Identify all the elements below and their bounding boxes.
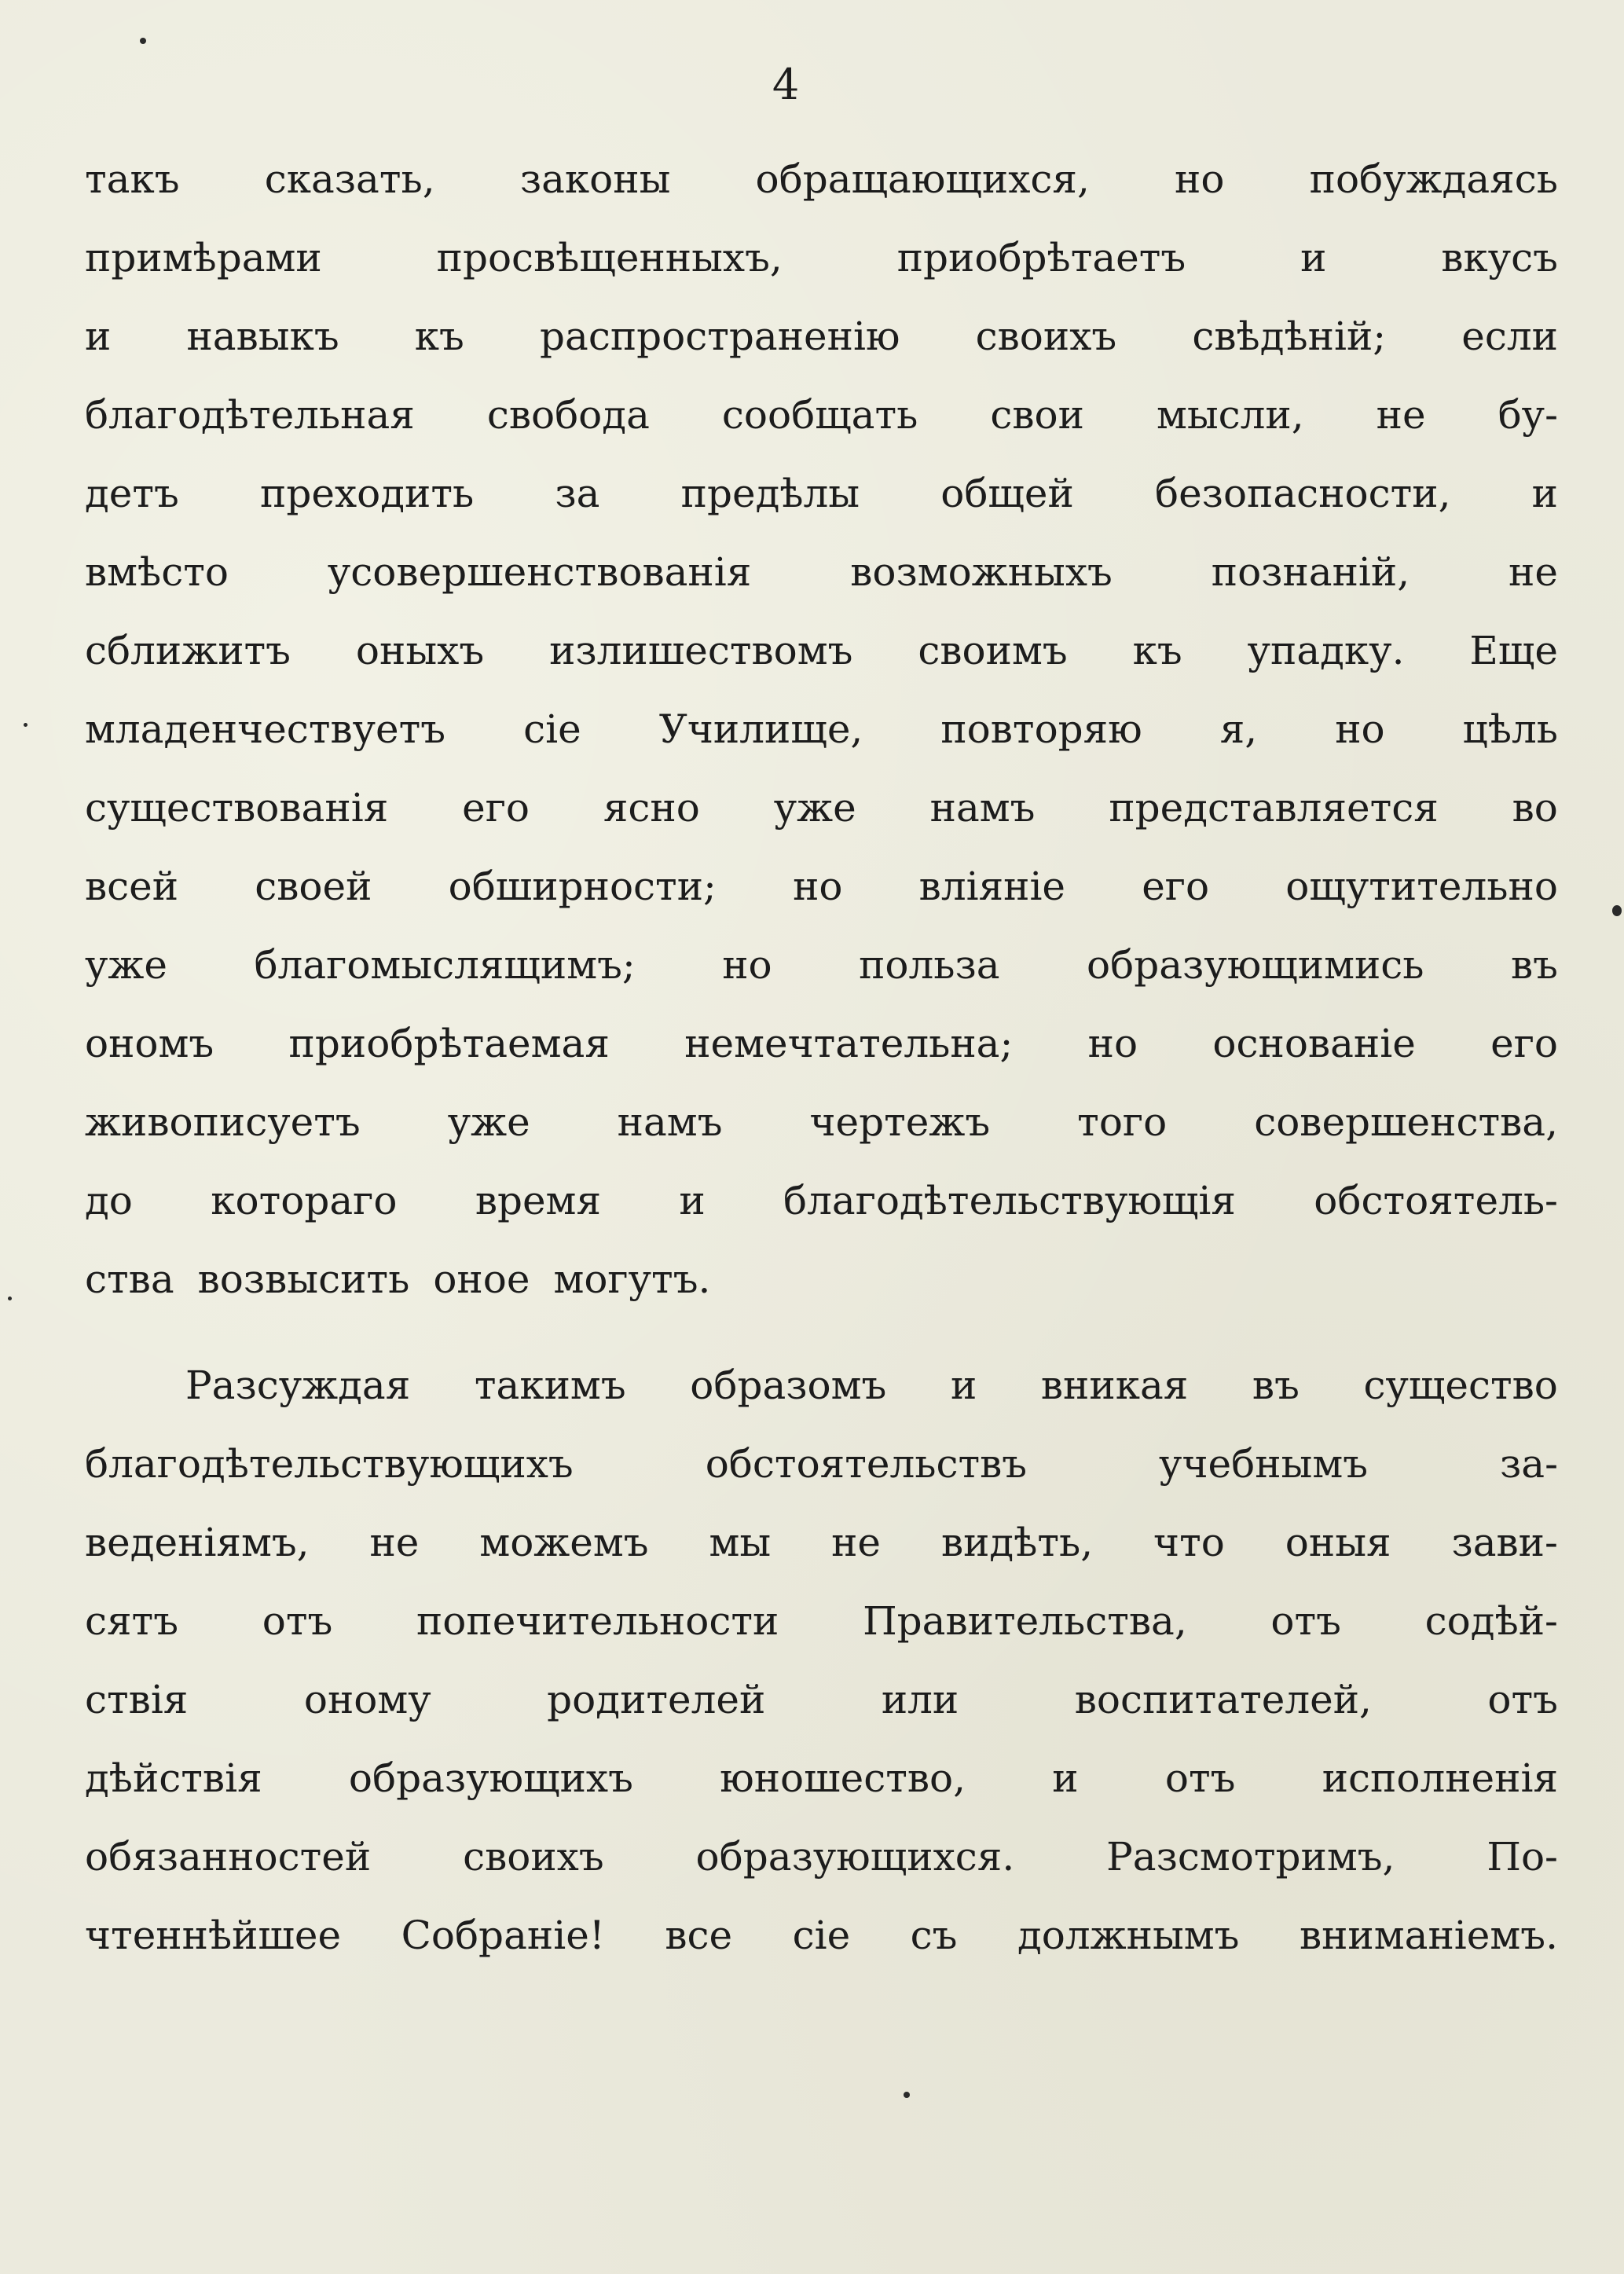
word: вліяніе — [918, 864, 1066, 909]
word: детъ — [85, 471, 179, 516]
word: образующихъ — [348, 1755, 633, 1801]
word: свои — [990, 392, 1084, 438]
word: образомъ — [690, 1363, 887, 1408]
ink-speck — [8, 1297, 12, 1300]
word: своихъ — [463, 1834, 604, 1880]
word: приобрѣтаетъ — [896, 235, 1186, 281]
word: чтеннѣйшее — [85, 1913, 342, 1958]
word: должнымъ — [1017, 1913, 1240, 1958]
word: сказать, — [264, 156, 435, 202]
word: во — [1512, 785, 1558, 831]
paragraph-1 — [85, 140, 1558, 1319]
word: вниманіемъ. — [1299, 1913, 1558, 1958]
word: и — [1300, 235, 1327, 281]
word: исполненія — [1322, 1755, 1558, 1801]
word: основаніе — [1212, 1021, 1416, 1066]
word: не — [369, 1520, 420, 1565]
word: приобрѣтаемая — [288, 1021, 610, 1066]
word: все — [665, 1913, 733, 1958]
word: обязанностей — [85, 1834, 372, 1880]
text-line — [85, 1896, 1558, 1975]
word: навыкъ — [186, 314, 339, 359]
text-line — [85, 611, 1558, 690]
word: общей — [940, 471, 1074, 516]
word: я, — [1219, 706, 1258, 752]
text-line — [85, 1083, 1558, 1161]
word: его — [1142, 864, 1210, 909]
word: ства — [85, 1256, 174, 1302]
word: и — [1052, 1755, 1079, 1801]
word: По- — [1487, 1834, 1558, 1880]
word: за- — [1500, 1441, 1558, 1487]
word: безопасности, — [1154, 471, 1451, 516]
word: младенчествуетъ — [85, 706, 446, 752]
word: мысли, — [1156, 392, 1304, 438]
word: законы — [519, 156, 671, 202]
word: того — [1077, 1099, 1168, 1145]
word: уже — [85, 942, 168, 988]
word: Правительства, — [863, 1598, 1187, 1644]
word: оное — [433, 1256, 530, 1302]
word: существованія — [85, 785, 389, 831]
word: обширности; — [448, 864, 717, 909]
word: живописуетъ — [85, 1099, 361, 1145]
word: благомыслящимъ; — [254, 942, 636, 988]
word: благодѣтельствующія — [783, 1178, 1236, 1223]
text-line — [85, 1582, 1558, 1660]
word: Разсмотримъ, — [1106, 1834, 1395, 1880]
word: но — [1175, 156, 1225, 202]
word: такъ — [85, 156, 180, 202]
word: котораго — [211, 1178, 398, 1223]
word: его — [1490, 1021, 1558, 1066]
word: оному — [303, 1677, 431, 1722]
word: веденіямъ, — [85, 1520, 310, 1565]
word: ясно — [603, 785, 700, 831]
word: Собраніе! — [401, 1913, 605, 1958]
word: ствія — [85, 1677, 189, 1722]
word: не — [1509, 549, 1558, 595]
word: можемъ — [479, 1520, 649, 1565]
word: оныя — [1285, 1520, 1391, 1565]
word: вникая — [1040, 1363, 1189, 1408]
text-line — [85, 454, 1558, 533]
word: излишествомъ — [549, 628, 853, 673]
word: упадку. — [1247, 628, 1405, 673]
ink-speck — [1612, 905, 1622, 916]
text-line — [85, 1739, 1558, 1817]
text-line — [85, 1425, 1558, 1503]
word: свобода — [486, 392, 650, 438]
ink-speck — [140, 38, 146, 44]
word: вкусъ — [1441, 235, 1558, 281]
text-line — [85, 1346, 1558, 1425]
word: обращающихся, — [755, 156, 1090, 202]
word: повторяю — [940, 706, 1142, 752]
word: благодѣтельная — [85, 392, 415, 438]
word: сіе — [523, 706, 581, 752]
ink-speck — [24, 723, 27, 727]
word: и — [85, 314, 112, 359]
word: и — [679, 1178, 706, 1223]
word: свѣдѣній; — [1192, 314, 1387, 359]
word: отъ — [1164, 1755, 1236, 1801]
word: образующимись — [1087, 942, 1424, 988]
word: уже — [773, 785, 856, 831]
word: чертежъ — [809, 1099, 991, 1145]
word: усовершенствованія — [327, 549, 752, 595]
word: зави- — [1451, 1520, 1558, 1565]
word: сближитъ — [85, 628, 291, 673]
word: намъ — [617, 1099, 723, 1145]
word: своимъ — [918, 628, 1068, 673]
word: сообщать — [721, 392, 918, 438]
word: въ — [1252, 1363, 1300, 1408]
word: благодѣтельствующихъ — [85, 1441, 574, 1487]
word: юношество, — [720, 1755, 966, 1801]
word: но — [1335, 706, 1385, 752]
word: дѣйствія — [85, 1755, 262, 1801]
word: видѣть, — [940, 1520, 1094, 1565]
word: но — [793, 864, 843, 909]
word: и — [950, 1363, 977, 1408]
word: цѣль — [1462, 706, 1558, 752]
word: въ — [1510, 942, 1558, 988]
word: могутъ. — [553, 1256, 711, 1302]
word: отъ — [1487, 1677, 1558, 1722]
word: своихъ — [975, 314, 1117, 359]
text-line — [85, 218, 1558, 297]
word: ономъ — [85, 1021, 214, 1066]
text-line — [85, 1817, 1558, 1896]
word: обстоятельствъ — [705, 1441, 1028, 1487]
word: если — [1461, 314, 1558, 359]
word: примѣрами — [85, 235, 322, 281]
word: попечительности — [416, 1598, 779, 1644]
word: распространенію — [540, 314, 900, 359]
word: его — [462, 785, 530, 831]
word: совершенства, — [1254, 1099, 1558, 1145]
word: до — [85, 1178, 133, 1223]
word: обстоятель- — [1314, 1178, 1558, 1223]
word: представляется — [1109, 785, 1439, 831]
word: сіе — [792, 1913, 851, 1958]
text-line — [85, 297, 1558, 376]
word: существо — [1363, 1363, 1558, 1408]
word: учебнымъ — [1159, 1441, 1369, 1487]
word: отъ — [1270, 1598, 1341, 1644]
text-line — [85, 768, 1558, 847]
page-number: 4 — [772, 60, 800, 109]
word: просвѣщенныхъ, — [436, 235, 783, 281]
text-line — [85, 1503, 1558, 1582]
word: побуждаясь — [1309, 156, 1558, 202]
word: Разсуждая — [185, 1363, 411, 1408]
word: всей — [85, 864, 179, 909]
word: возвысить — [197, 1256, 410, 1302]
word: содѣй- — [1424, 1598, 1558, 1644]
text-line — [85, 1004, 1558, 1083]
text-line — [85, 533, 1558, 611]
word: къ — [414, 314, 464, 359]
word: образующихся. — [695, 1834, 1015, 1880]
word: такимъ — [474, 1363, 626, 1408]
text-line — [85, 1161, 1558, 1240]
word: воспитателей, — [1074, 1677, 1372, 1722]
word: не — [1376, 392, 1426, 438]
word: предѣлы — [680, 471, 860, 516]
word: и — [1531, 471, 1558, 516]
word: отъ — [262, 1598, 333, 1644]
word: но — [1087, 1021, 1138, 1066]
word: сятъ — [85, 1598, 179, 1644]
word: не — [831, 1520, 882, 1565]
word: за — [555, 471, 600, 516]
word: время — [475, 1178, 601, 1223]
word: вмѣсто — [85, 549, 229, 595]
text-line — [85, 847, 1558, 926]
word: преходить — [260, 471, 475, 516]
word: съ — [910, 1913, 958, 1958]
word: или — [881, 1677, 959, 1722]
word: оныхъ — [355, 628, 485, 673]
word: немечтательна; — [684, 1021, 1014, 1066]
word: ощутительно — [1285, 864, 1558, 909]
ink-speck — [904, 2092, 910, 2098]
word: что — [1153, 1520, 1225, 1565]
word: Училище, — [658, 706, 863, 752]
word: познаній, — [1211, 549, 1410, 595]
text-line — [85, 926, 1558, 1004]
word: родителей — [547, 1677, 766, 1722]
text-line — [85, 1240, 1558, 1319]
paragraph-2 — [85, 1346, 1558, 1975]
text-line — [85, 376, 1558, 454]
word: но — [722, 942, 772, 988]
word: бу- — [1498, 392, 1558, 438]
word: своей — [255, 864, 372, 909]
text-line — [85, 1660, 1558, 1739]
word: намъ — [929, 785, 1036, 831]
text-line — [85, 690, 1558, 768]
word: польза — [859, 942, 1000, 988]
text-line — [85, 140, 1558, 218]
word: мы — [709, 1520, 772, 1565]
word: уже — [447, 1099, 530, 1145]
word: Еще — [1469, 628, 1558, 673]
word: къ — [1132, 628, 1182, 673]
word: возможныхъ — [850, 549, 1113, 595]
